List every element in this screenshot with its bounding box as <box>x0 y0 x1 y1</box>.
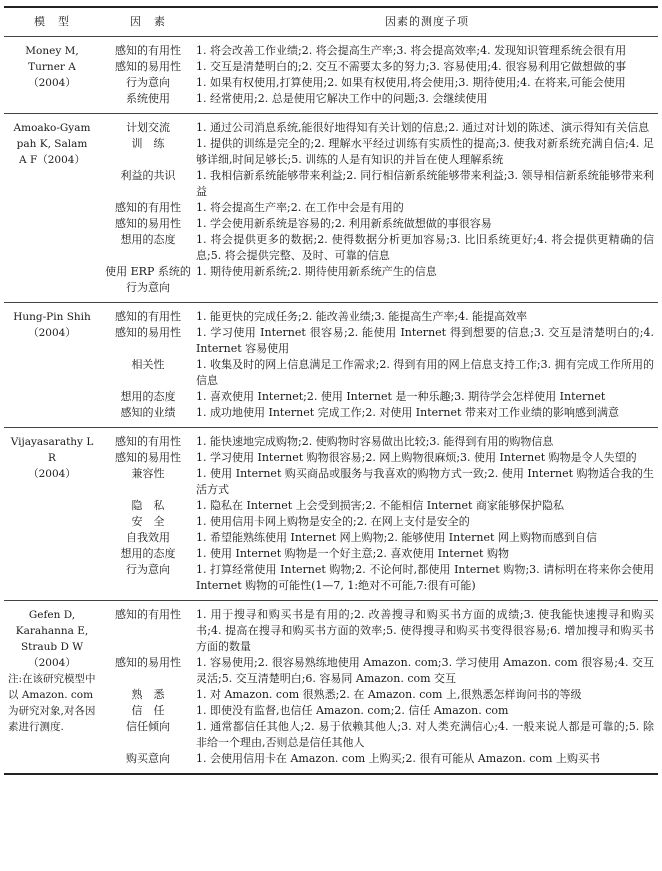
factor-items: 1. 学会使用新系统是容易的;2. 利用新系统做想做的事很容易 <box>196 217 492 230</box>
factor-row <box>100 703 658 719</box>
factor-name: 感知的易用性 <box>115 656 181 669</box>
table-row <box>4 114 658 302</box>
model-group <box>4 303 658 427</box>
factor-name: 训 练 <box>131 137 165 150</box>
factor-items: 1. 交互是清楚明白的;2. 交互不需要太多的努力;3. 容易使用;4. 很容易利用它做想做的事 <box>196 60 627 73</box>
factor-items: 1. 通常都信任其他人;2. 易于依赖其他人;3. 对人类充满信心;4. 一般来说人都是可靠的;5. 除非给一个理由,否则总是信任其他人 <box>196 720 655 749</box>
factor-name: 感知的有用性 <box>115 608 181 621</box>
factor-items: 1. 如果有权使用,打算使用;2. 如果有权使用,将会使用;3. 期待使用;4. 在将来,可能会使用 <box>196 76 626 89</box>
factor-name: 信 任 <box>131 704 165 717</box>
factor-row <box>100 751 658 767</box>
factor-name: 使用 ERP 系统的行为意向 <box>105 265 191 294</box>
factor-items: 1. 学习使用 Internet 购物很容易;2. 网上购物很麻烦;3. 使用 Internet 购物是令人失望的 <box>196 451 637 464</box>
measurement-table <box>4 8 658 36</box>
factor-row <box>100 498 658 514</box>
factor-items: 1. 希望能熟练使用 Internet 网上购物;2. 能够使用 Internet 网上购物而感到自信 <box>196 531 597 544</box>
model-name-line: Amoako-Gyam <box>13 122 91 134</box>
model-name-line: Turner A <box>28 61 76 73</box>
factors-cell <box>100 303 658 427</box>
header-factor: 因 素 <box>130 15 166 28</box>
factor-row <box>100 232 658 264</box>
factor-name: 感知的易用性 <box>115 326 181 339</box>
factor-row <box>100 75 658 91</box>
factor-name: 想用的态度 <box>120 547 176 560</box>
model-cell <box>4 601 100 773</box>
factor-row <box>100 687 658 703</box>
factor-row <box>100 466 658 498</box>
factor-row <box>100 309 658 325</box>
factor-items: 1. 将会提供更多的数据;2. 使得数据分析更加容易;3. 比旧系统更好;4. 将会提供更精确的信息;5. 将会提供完整、及时、可靠的信息 <box>196 233 654 262</box>
factor-name: 感知的易用性 <box>115 451 181 464</box>
factor-items: 1. 成功地使用 Internet 完成工作;2. 对使用 Internet 带来对工作业绩的影响感到满意 <box>196 406 619 419</box>
factor-name: 感知的易用性 <box>115 60 181 73</box>
model-name-line: Vijayasarathy L R <box>10 436 94 464</box>
factor-items: 1. 使用 Internet 购买商品或服务与我喜欢的购物方式一致;2. 使用 Internet 购物适合我的生活方式 <box>196 467 654 496</box>
model-name-line: （2004） <box>28 657 76 669</box>
factor-items: 1. 经常使用;2. 总是使用它解决工作中的问题;3. 会继续使用 <box>196 92 488 105</box>
factor-row <box>100 405 658 421</box>
table-row <box>4 303 658 427</box>
factor-name: 计划交流 <box>126 121 170 134</box>
factor-row <box>100 607 658 655</box>
factor-row <box>100 216 658 232</box>
factor-row <box>100 530 658 546</box>
factor-row <box>100 264 658 296</box>
model-name-line: Gefen D, <box>28 609 76 621</box>
factor-items: 1. 收集及时的网上信息满足工作需求;2. 得到有用的网上信息支持工作;3. 拥有完成工作所用的信息 <box>196 358 654 387</box>
model-name-line: A F（2004） <box>19 154 85 166</box>
factor-row <box>100 655 658 687</box>
factor-name: 购买意向 <box>126 752 170 765</box>
factor-row <box>100 389 658 405</box>
model-group <box>4 37 658 113</box>
table-row <box>4 428 658 600</box>
model-name-line: Karahanna E, <box>15 625 89 637</box>
factor-name: 想用的态度 <box>120 233 176 246</box>
factor-name: 隐 私 <box>131 499 165 512</box>
factor-name: 相关性 <box>131 358 165 371</box>
factor-items: 1. 将会提高生产率;2. 在工作中会是有用的 <box>196 201 404 214</box>
factor-row <box>100 325 658 357</box>
model-name-line: Hung-Pin Shih <box>13 311 91 323</box>
factor-items: 1. 通过公司消息系统,能很好地得知有关计划的信息;2. 通过对计划的陈述、演示得知有关信息 <box>196 121 650 134</box>
factors-cell <box>100 37 658 113</box>
header-items: 因素的测度子项 <box>385 15 469 28</box>
factor-items: 1. 喜欢使用 Internet;2. 使用 Internet 是一种乐趣;3. 期待学会怎样使用 Internet <box>196 390 606 403</box>
factor-name: 感知的有用性 <box>115 435 181 448</box>
model-cell <box>4 428 100 600</box>
model-name-line: （2004） <box>28 77 76 89</box>
factor-items: 1. 能更快的完成任务;2. 能改善业绩;3. 能提高生产率;4. 能提高效率 <box>196 310 528 323</box>
factor-name: 感知的有用性 <box>115 201 181 214</box>
factor-row <box>100 91 658 107</box>
factors-cell <box>100 114 658 302</box>
factor-row <box>100 546 658 562</box>
model-name-line: （2004） <box>28 327 76 339</box>
factor-row <box>100 59 658 75</box>
model-note: 注:在该研究模型中以 Amazon. com 为研究对象,对各因素进行测度. <box>8 673 96 733</box>
factor-items: 1. 期待使用新系统;2. 期待使用新系统产生的信息 <box>196 265 437 278</box>
factors-cell <box>100 601 658 773</box>
factor-row <box>100 357 658 389</box>
factor-name: 行为意向 <box>126 563 170 576</box>
factor-name: 想用的态度 <box>120 390 176 403</box>
table-row <box>4 37 658 113</box>
factor-items: 1. 打算经常使用 Internet 购物;2. 不论何时,都使用 Internet 购物;3. 请标明在将来你会使用 Internet 购物的可能性(1—7, 1:绝对不可能,7:很有可能) <box>196 563 654 592</box>
factor-name: 感知的业绩 <box>120 406 176 419</box>
factor-row <box>100 136 658 168</box>
factor-items: 1. 学习使用 Internet 很容易;2. 能使用 Internet 得到想要的信息;3. 交互是清楚明白的;4. Internet 容易使用 <box>196 326 654 355</box>
factor-row <box>100 43 658 59</box>
factor-items: 1. 用于搜寻和购买书是有用的;2. 改善搜寻和购买书方面的成绩;3. 使我能快速搜寻和购买书;4. 提高在搜寻和购买书方面的效率;5. 使得搜寻和购买书变得很容易;6. 增加搜寻和购买书方面的数量 <box>196 608 655 653</box>
model-name-line: pah K, Salam <box>16 138 88 150</box>
factor-name: 信任倾向 <box>126 720 170 733</box>
factor-items: 1. 即使没有监督,也信任 Amazon. com;2. 信任 Amazon. com <box>196 704 509 717</box>
model-cell <box>4 37 100 113</box>
table-row <box>4 601 658 773</box>
model-name-line: Straub D W <box>20 641 84 653</box>
factor-name: 系统使用 <box>126 92 170 105</box>
factor-items: 1. 会使用信用卡在 Amazon. com 上购买;2. 很有可能从 Amazon. com 上购买书 <box>196 752 600 765</box>
model-group <box>4 114 658 302</box>
factor-items: 1. 容易使用;2. 很容易熟练地使用 Amazon. com;3. 学习使用 Amazon. com 很容易;4. 交互灵活;5. 交互清楚明白;6. 容易同 Amazon. com 交互 <box>196 656 655 685</box>
factor-name: 行为意向 <box>126 76 170 89</box>
model-cell <box>4 114 100 302</box>
factor-row <box>100 434 658 450</box>
factor-name: 感知的易用性 <box>115 217 181 230</box>
factor-name: 利益的共识 <box>120 169 176 182</box>
header-row <box>4 8 658 36</box>
factor-row <box>100 719 658 751</box>
factor-row <box>100 168 658 200</box>
factor-items: 1. 隐私在 Internet 上会受到损害;2. 不能相信 Internet 商家能够保护隐私 <box>196 499 564 512</box>
factor-name: 感知的有用性 <box>115 44 181 57</box>
factor-items: 1. 对 Amazon. com 很熟悉;2. 在 Amazon. com 上,很熟悉怎样询问书的等级 <box>196 688 582 701</box>
factor-row <box>100 562 658 594</box>
model-cell <box>4 303 100 427</box>
model-group <box>4 428 658 600</box>
factor-row <box>100 120 658 136</box>
factor-name: 安 全 <box>131 515 165 528</box>
header-model: 模 型 <box>34 15 70 28</box>
model-group <box>4 601 658 773</box>
table-body <box>0 37 662 773</box>
factor-items: 1. 提供的训练是完全的;2. 理解水平经过训练有实质性的提高;3. 使我对新系统充满自信;4. 足够详细,时间足够长;5. 训练的人是有知识的并旨在使人理解系统 <box>196 137 654 166</box>
model-name-line: Money M, <box>25 45 79 57</box>
factor-name: 自我效用 <box>126 531 170 544</box>
factor-items: 1. 我相信新系统能够带来利益;2. 同行相信新系统能够带来利益;3. 领导相信新系统能够带来利益 <box>196 169 654 198</box>
factor-name: 感知的有用性 <box>115 310 181 323</box>
factor-name: 兼容性 <box>131 467 165 480</box>
factors-cell <box>100 428 658 600</box>
factor-items: 1. 使用信用卡网上购物是安全的;2. 在网上支付是安全的 <box>196 515 470 528</box>
factor-row <box>100 200 658 216</box>
model-name-line: （2004） <box>28 468 76 480</box>
factor-row <box>100 514 658 530</box>
factor-items: 1. 使用 Internet 购物是一个好主意;2. 喜欢使用 Internet 购物 <box>196 547 509 560</box>
factor-items: 1. 将会改善工作业绩;2. 将会提高生产率;3. 将会提高效率;4. 发现知识管理系统会很有用 <box>196 44 627 57</box>
bottom-rule <box>4 773 658 775</box>
factor-items: 1. 能快速地完成购物;2. 使购物时容易做出比较;3. 能得到有用的购物信息 <box>196 435 554 448</box>
factor-name: 熟 悉 <box>131 688 165 701</box>
factor-row <box>100 450 658 466</box>
